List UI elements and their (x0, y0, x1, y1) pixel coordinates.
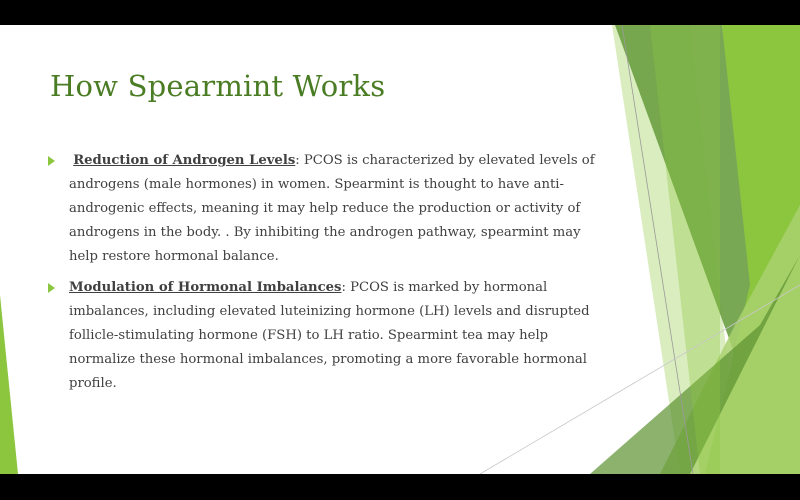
green-sliver-left (0, 295, 18, 474)
slide (0, 25, 800, 474)
bullet-text (69, 280, 590, 391)
bullet-term: Modulation of Hormonal Imbalances (69, 280, 342, 295)
bullet-item (48, 149, 608, 269)
bullet-item (48, 276, 608, 396)
bullet-arrow-icon (48, 283, 55, 293)
bullet-list (48, 149, 608, 403)
bullet-arrow-icon (48, 156, 55, 166)
bullet-description: : PCOS is characterized by elevated levels of androgens (male hormones) in women. Spearmint is thought to have anti-androgenic effects, meaning it may help reduce the production or activity of androgens in the body. . By inhibiting the androgen pathway, spearmint may help restore hormonal balance. (69, 153, 595, 264)
slide-title: How Spearmint Works (50, 69, 386, 103)
bullet-term: Reduction of Androgen Levels (73, 153, 296, 168)
bullet-text (69, 153, 595, 264)
bullet-description: : PCOS is marked by hormonal imbalances, including elevated luteinizing hormone (LH) levels and disrupted follicle-stimulating hormone (FSH) to LH ratio. Spearmint tea may help normalize these hormonal imbalances, promoting a more favorable hormonal profile. (69, 280, 590, 391)
